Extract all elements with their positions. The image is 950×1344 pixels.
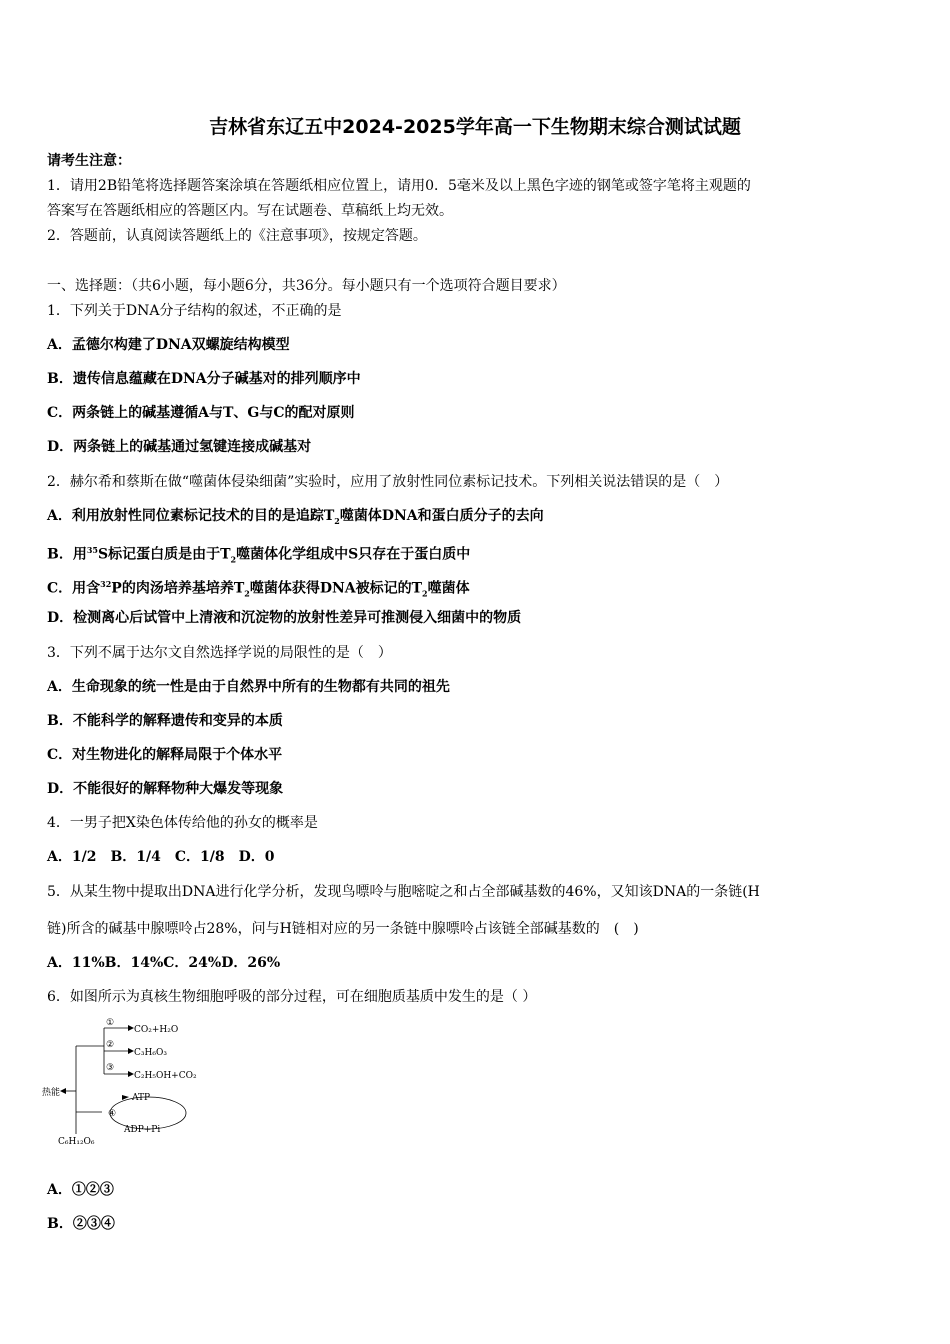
option-a-text-2: 噬菌体DNA和蛋白质分子的去向 bbox=[339, 508, 544, 524]
product-3: C₂H₅OH+CO₂ bbox=[134, 1071, 197, 1081]
subscript: 2 bbox=[334, 515, 340, 526]
step-2-label: ② bbox=[106, 1040, 115, 1050]
respiration-diagram bbox=[42, 1016, 222, 1152]
product-1: CO₂+H₂O bbox=[134, 1025, 179, 1035]
question-1-option-b: B．遗传信息蕴藏在DNA分子碱基对的排列顺序中 bbox=[47, 371, 361, 387]
question-1-option-a: A．孟德尔构建了DNA双螺旋结构模型 bbox=[47, 337, 290, 353]
question-1-stem: 1．下列关于DNA分子结构的叙述，不正确的是 bbox=[47, 303, 342, 319]
notice-line-1: 1．请用2B铅笔将选择题答案涂填在答题纸相应位置上，请用0．5毫米及以上黑色字迹的钢笔或签字笔将主观题的 bbox=[47, 178, 751, 194]
notice-line-2: 答案写在答题纸相应的答题区内。写在试题卷、草稿纸上均无效。 bbox=[47, 203, 453, 219]
option-b-text-2: S标记蛋白质是由于T bbox=[97, 546, 231, 563]
adp-label: ADP+Pi bbox=[124, 1125, 161, 1135]
question-2-option-b bbox=[47, 540, 470, 569]
option-a-text-1: A．利用放射性同位素标记技术的目的是追踪T bbox=[47, 508, 335, 524]
question-3-stem: 3．下列不属于达尔文自然选择学说的局限性的是（ ） bbox=[47, 645, 392, 661]
subscript: 2 bbox=[230, 554, 237, 565]
step-1-label: ① bbox=[106, 1018, 115, 1028]
option-b-text-1: B．用 bbox=[47, 546, 87, 563]
question-6-option-b: B．②③④ bbox=[47, 1216, 115, 1232]
question-5-stem-line-1: 5．从某生物中提取出DNA进行化学分析，发现鸟嘌呤与胞嘧啶之和占全部碱基数的46%，又知该DNA的一条链(H bbox=[47, 884, 760, 900]
question-4-stem: 4．一男子把X染色体传给他的孙女的概率是 bbox=[47, 815, 318, 831]
question-5-stem-line-2: 链)所含的碱基中腺嘌呤占28%，问与H链相对应的另一条链中腺嘌呤占该链全部碱基数的 ( ) bbox=[47, 921, 639, 937]
subscript: 2 bbox=[422, 588, 428, 599]
question-2-stem: 2．赫尔希和蔡斯在做“噬菌体侵染细菌”实验时，应用了放射性同位素标记技术。下列相关说法错误的是（ ） bbox=[47, 474, 729, 490]
question-2-option-a bbox=[47, 506, 544, 531]
option-c-text-2: P的肉汤培养基培养T bbox=[111, 580, 245, 597]
question-6-option-a: A．①②③ bbox=[47, 1182, 114, 1198]
question-1-option-d: D．两条链上的碱基通过氢键连接成碱基对 bbox=[47, 439, 312, 455]
option-c-text-1: C．用含 bbox=[47, 580, 101, 597]
question-6-stem: 6．如图所示为真核生物细胞呼吸的部分过程，可在细胞质基质中发生的是（ ） bbox=[47, 989, 537, 1005]
step-3-label: ③ bbox=[106, 1063, 115, 1073]
page-title: 吉林省东辽五中2024-2025学年高一下生物期末综合测试试题 bbox=[209, 116, 741, 138]
subscript: 2 bbox=[244, 588, 250, 599]
question-3-option-d: D．不能很好的解释物种大爆发等现象 bbox=[47, 781, 284, 797]
superscript: 35 bbox=[86, 545, 98, 555]
question-3-option-b: B．不能科学的解释遗传和变异的本质 bbox=[47, 713, 283, 729]
question-3-option-c: C．对生物进化的解释局限于个体水平 bbox=[47, 747, 283, 763]
option-c-text-4: 噬菌体 bbox=[427, 580, 470, 597]
question-2-option-c bbox=[47, 574, 470, 603]
option-b-text-3: 噬菌体化学组成中S只存在于蛋白质中 bbox=[236, 546, 471, 563]
glucose-label: C₆H₁₂O₆ bbox=[58, 1137, 95, 1147]
option-c-text-3: 噬菌体获得DNA被标记的T bbox=[249, 580, 423, 597]
question-2-option-d: D．检测离心后试管中上清液和沉淀物的放射性差异可推测侵入细菌中的物质 bbox=[47, 610, 522, 626]
question-4-options: A．1/2 B．1/4 C．1/8 D．0 bbox=[47, 849, 275, 865]
heat-label: 热能 bbox=[42, 1088, 61, 1098]
superscript: 32 bbox=[100, 579, 112, 589]
notice-heading: 请考生注意： bbox=[47, 153, 131, 169]
atp-label: ATP bbox=[132, 1093, 151, 1103]
question-3-option-a: A．生命现象的统一性是由于自然界中所有的生物都有共同的祖先 bbox=[47, 679, 450, 695]
notice-line-3: 2．答题前，认真阅读答题纸上的《注意事项》，按规定答题。 bbox=[47, 228, 427, 244]
section-heading: 一、选择题：（共6小题，每小题6分，共36分。每小题只有一个选项符合题目要求） bbox=[47, 278, 566, 294]
question-1-option-c: C．两条链上的碱基遵循A与T、G与C的配对原则 bbox=[47, 405, 355, 421]
question-5-options: A．11%B．14%C．24%D．26% bbox=[47, 955, 281, 971]
step-4-label: ④ bbox=[108, 1109, 117, 1119]
product-2: C₃H₆O₃ bbox=[134, 1048, 167, 1058]
